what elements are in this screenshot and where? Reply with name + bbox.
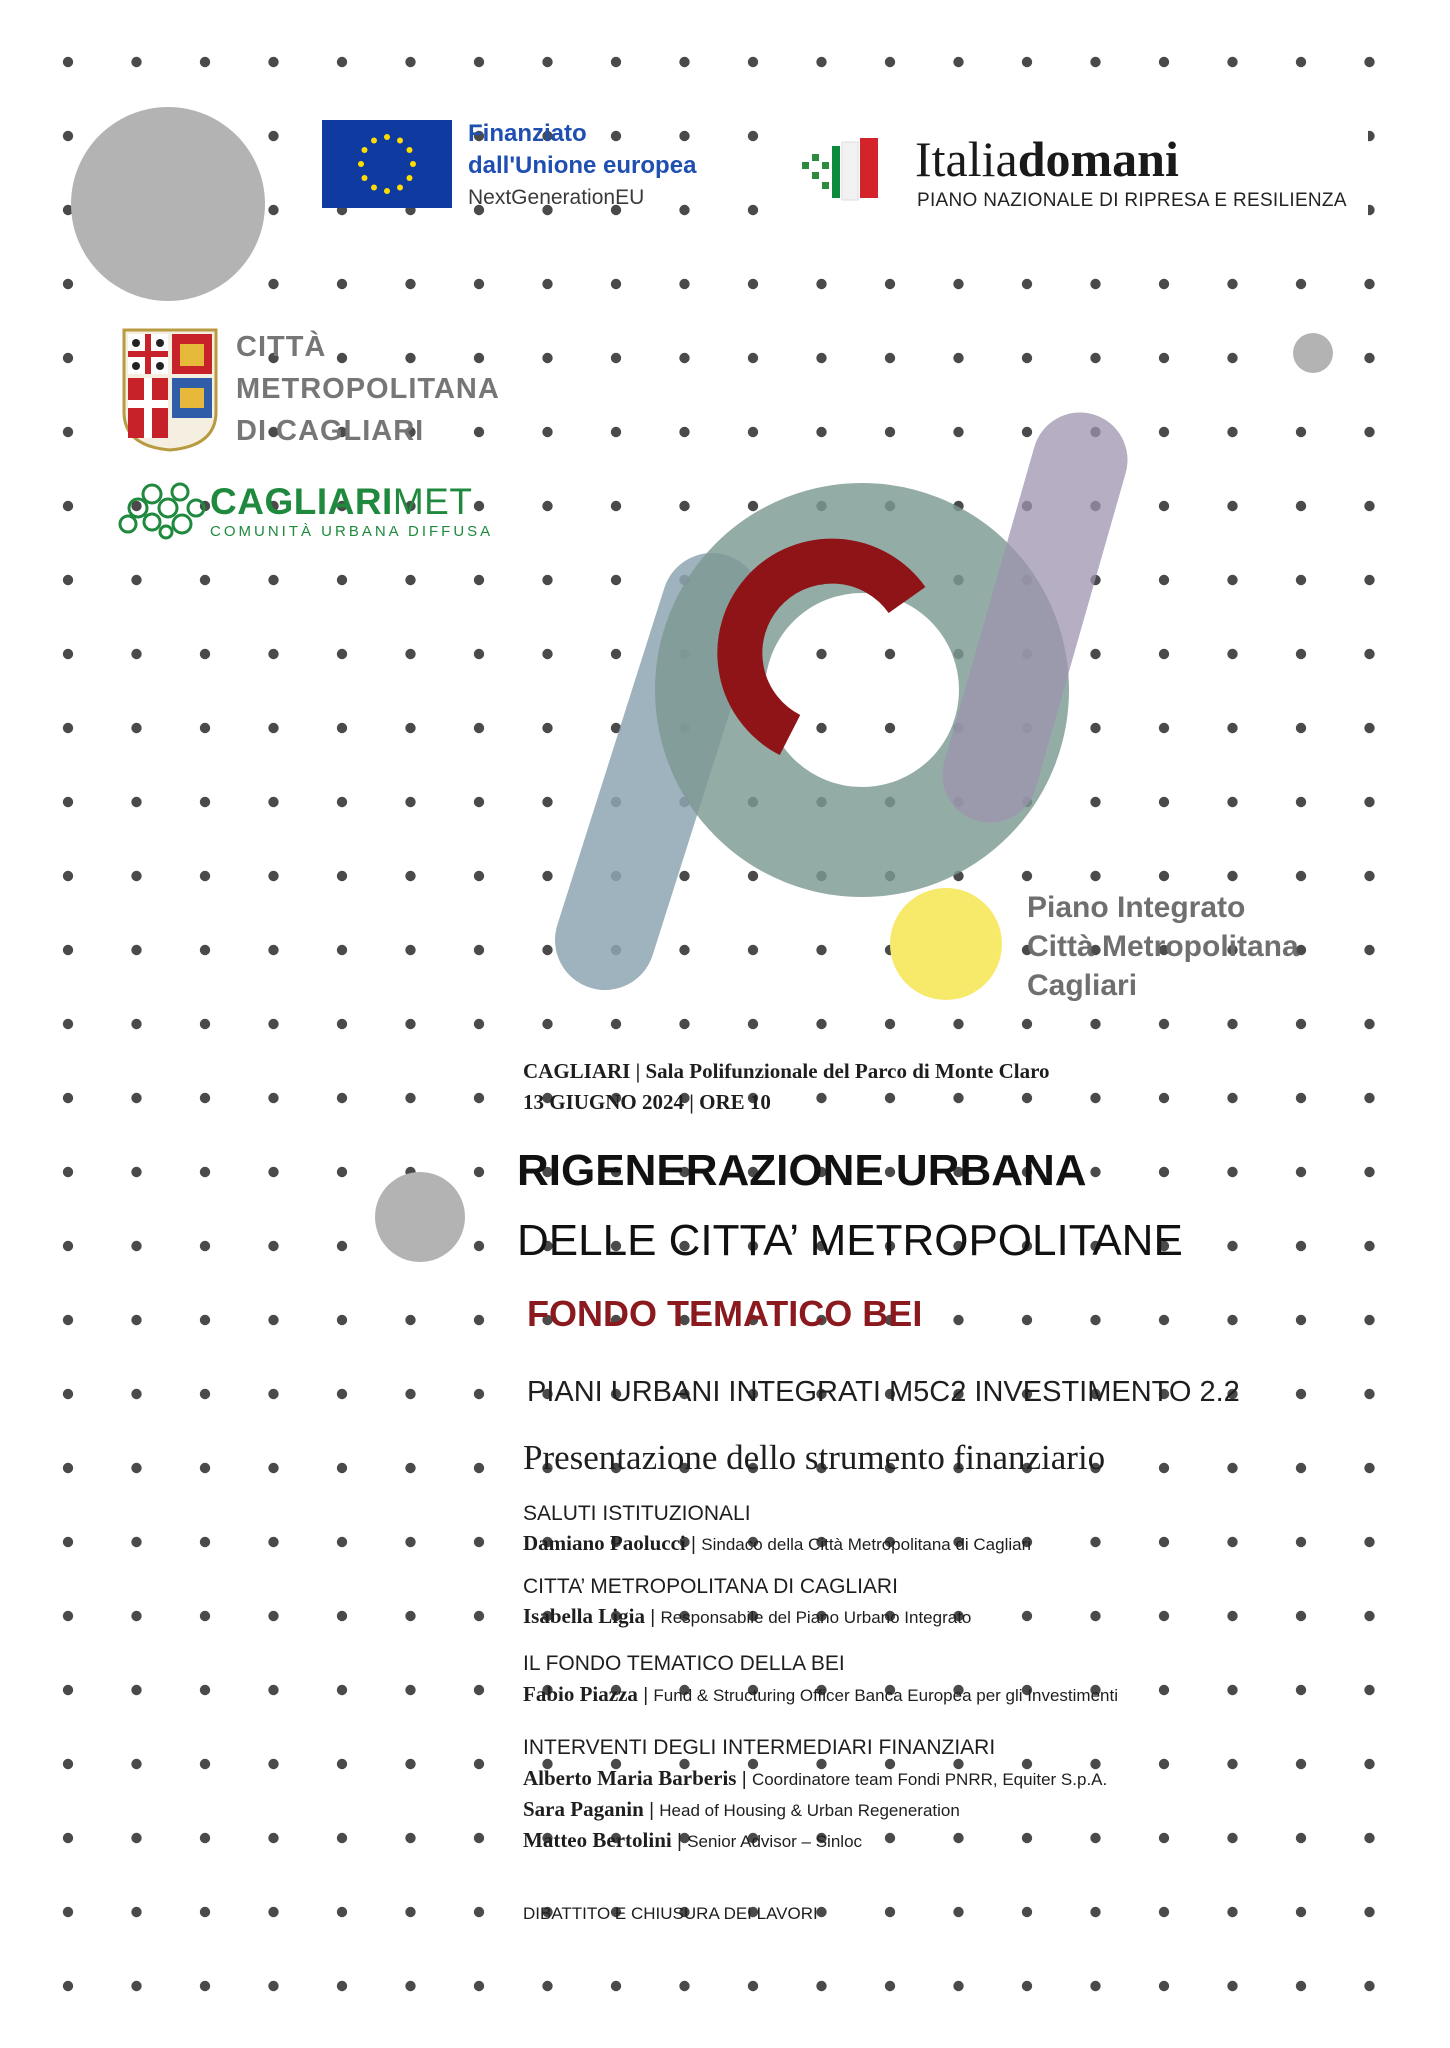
speaker-role: Sindaco della Città Metropolitana di Cagliari — [701, 1535, 1032, 1554]
agenda-speaker-row — [523, 1682, 1118, 1707]
programme-line3: Cagliari — [1027, 969, 1138, 1002]
eu-funding-text — [468, 118, 696, 214]
speaker-name: Isabella Ligia — [523, 1604, 645, 1628]
italia-word: Italia — [915, 131, 1018, 187]
speaker-role: Responsabile del Piano Urbano Integrato — [660, 1608, 972, 1627]
separator: | — [643, 1685, 649, 1706]
agenda-speaker-row — [523, 1531, 1031, 1556]
speaker-name: Fabio Piazza — [523, 1682, 638, 1706]
closing-note: DIBATTITO E CHIUSURA DEI LAVORI — [523, 1904, 818, 1923]
italia-flag-icon — [798, 132, 894, 212]
cm-line1: CITTÀ — [236, 331, 327, 363]
coat-of-arms-icon — [122, 328, 218, 452]
speaker-name: Damiano Paolucci — [523, 1531, 686, 1555]
cagliari-word: CAGLIARI — [210, 481, 393, 522]
speaker-role: Head of Housing & Urban Regeneration — [659, 1801, 960, 1820]
separator: | — [649, 1800, 654, 1821]
speaker-name: Alberto Maria Barberis — [523, 1766, 737, 1790]
fund-highlight-title: FONDO TEMATICO BEI — [527, 1293, 923, 1334]
grey-circle-mid-left — [375, 1172, 465, 1262]
pnrr-subtitle: PIANO NAZIONALE DI RIPRESA E RESILIENZA — [917, 190, 1347, 211]
programme-label — [1027, 888, 1299, 1005]
agenda-speaker-row — [523, 1766, 1107, 1791]
programme-graphic — [605, 460, 1080, 1000]
cagliarimet-bubbles-icon — [116, 480, 208, 542]
agenda-speaker-row — [523, 1604, 971, 1629]
event-venue-block — [523, 1056, 1050, 1118]
agenda-heading: IL FONDO TEMATICO DELLA BEI — [523, 1652, 845, 1675]
yellow-circle-shape — [890, 888, 1002, 1000]
agenda-heading: CITTA’ METROPOLITANA DI CAGLIARI — [523, 1575, 898, 1598]
presentation-tagline: Presentazione dello strumento finanziario — [523, 1438, 1106, 1477]
programme-line2: Città Metropolitana — [1027, 930, 1299, 963]
eu-line3: NextGenerationEU — [468, 186, 645, 209]
cagliarimet-name — [210, 482, 472, 522]
domani-word: domani — [1017, 131, 1179, 187]
agenda-heading: SALUTI ISTITUZIONALI — [523, 1502, 751, 1525]
separator: | — [650, 1607, 656, 1628]
grey-circle-small-right — [1293, 333, 1333, 373]
speaker-role: Fund & Structuring Officer Banca Europea per gli Investimenti — [653, 1686, 1118, 1705]
eu-stars-icon — [322, 120, 452, 208]
eu-line2: dall'Unione europea — [468, 152, 697, 179]
speaker-role: Coordinatore team Fondi PNRR, Equiter S.p.A. — [751, 1770, 1108, 1789]
main-title-line2: DELLE CITTA’ METROPOLITANE — [517, 1216, 1183, 1265]
speaker-name: Matteo Bertolini — [523, 1828, 672, 1852]
citta-metropolitana-text — [236, 326, 500, 452]
agenda-speaker-row — [523, 1828, 862, 1853]
programme-line1: Piano Integrato — [1027, 891, 1246, 924]
speaker-role: Senior Advisor – Sinloc — [687, 1832, 863, 1851]
cm-line3: DI CAGLIARI — [236, 415, 425, 447]
agenda-speaker-row — [523, 1797, 960, 1822]
italia-domani-title — [915, 132, 1179, 186]
event-datetime: 13 GIUGNO 2024 | ORE 10 — [523, 1090, 771, 1114]
separator: | — [691, 1534, 696, 1555]
met-word: MET — [392, 481, 473, 522]
speaker-name: Sara Paganin — [523, 1797, 644, 1821]
eu-line1: Finanziato — [468, 120, 587, 147]
cagliarimet-tagline: COMUNITÀ URBANA DIFFUSA — [210, 523, 494, 540]
purple-bar-shape — [990, 460, 1080, 775]
cm-line2: METROPOLITANA — [236, 373, 500, 405]
agenda-heading: INTERVENTI DEGLI INTERMEDIARI FINANZIARI — [523, 1736, 996, 1759]
separator: | — [676, 1831, 682, 1852]
separator: | — [741, 1769, 747, 1790]
grey-circle-large — [71, 107, 265, 301]
eu-flag-logo — [322, 120, 452, 208]
event-venue: CAGLIARI | Sala Polifunzionale del Parco di Monte Claro — [523, 1059, 1050, 1083]
programme-subtitle: PIANI URBANI INTEGRATI M5C2 INVESTIMENTO 2.2 — [527, 1376, 1240, 1408]
main-title-line1: RIGENERAZIONE URBANA — [517, 1146, 1087, 1195]
